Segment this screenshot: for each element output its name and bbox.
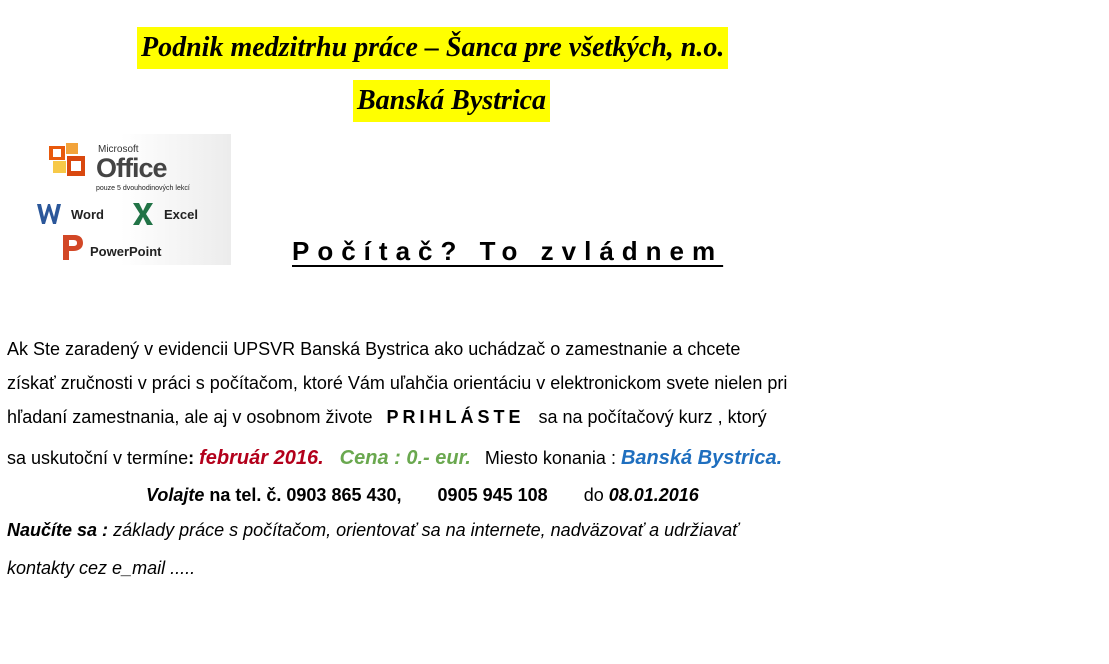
- deadline-label: do: [583, 485, 604, 505]
- excel-label: Excel: [164, 207, 198, 222]
- place-label: Miesto konania :: [484, 448, 616, 468]
- page-title-line-1: Podnik medzitrhu práce – Šanca pre všetkých, n.o.: [137, 27, 728, 69]
- place-dot: .: [776, 447, 783, 469]
- office-subtitle: pouze 5 dvouhodinových lekcí: [96, 185, 190, 192]
- word-icon: [36, 202, 62, 226]
- body-line-3-text: hľadaní zamestnania, ale aj v osobnom živote: [7, 407, 373, 427]
- heading: Počítač? To zvládnem: [292, 236, 724, 266]
- office-icon: [48, 142, 88, 182]
- body-line-3-end: sa na počítačový kurz , ktorý: [538, 407, 767, 427]
- word-label: Word: [71, 207, 104, 222]
- body-line-4: [7, 447, 782, 470]
- office-label: Office: [96, 153, 167, 183]
- price-dot: .: [465, 447, 471, 469]
- contact-line: [146, 485, 699, 506]
- contact-phone-2: 0905 945 108: [437, 485, 548, 505]
- term-dot: .: [318, 447, 324, 469]
- contact-call: Volajte: [146, 485, 205, 505]
- microsoft-label: Microsoft: [98, 144, 139, 155]
- deadline-date: 08.01.2016: [608, 485, 699, 505]
- body-line-1: Ak Ste zaradený v evidencii UPSVR Banská Bystrica ako uchádzač o zamestnanie a chcete: [7, 339, 741, 359]
- excel-icon: [130, 201, 156, 227]
- body-line-3: [7, 407, 767, 428]
- powerpoint-label: PowerPoint: [90, 244, 162, 259]
- contact-phone-1: na tel. č. 0903 865 430,: [209, 485, 402, 505]
- register-emphasis: PRIHLÁSTE: [386, 407, 525, 427]
- learn-line-2: kontakty cez e_mail .....: [7, 558, 196, 578]
- term-label: sa uskutoční v termíne: [7, 448, 189, 468]
- powerpoint-icon: [60, 233, 84, 261]
- term-colon: :: [188, 448, 195, 468]
- learn-line: [7, 520, 739, 541]
- course-place: Banská Bystrica: [620, 447, 777, 469]
- learn-label: Naučíte sa :: [7, 520, 109, 540]
- page-title-line-2: Banská Bystrica: [353, 80, 550, 122]
- learn-text: základy práce s počítačom, orientovať sa na internete, nadväzovať a udržiavať: [113, 520, 739, 540]
- course-date: február 2016: [199, 447, 319, 469]
- course-price: Cena : 0.- eur: [339, 447, 466, 469]
- body-line-2: získať zručnosti v práci s počítačom, ktoré Vám uľahčia orientáciu v elektronickom svete nielen pri: [7, 373, 788, 393]
- ms-office-logo: [30, 134, 231, 265]
